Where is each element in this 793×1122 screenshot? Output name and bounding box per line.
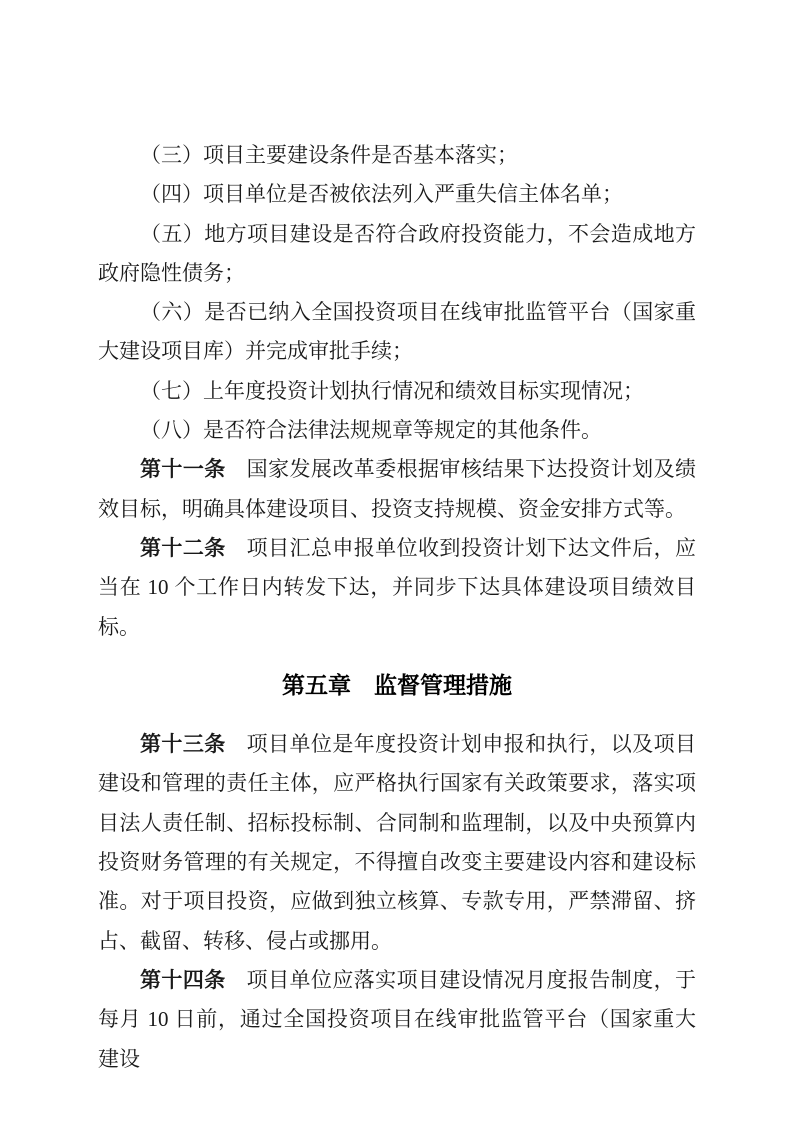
article-text-14: 项目单位应落实项目建设情况月度报告制度，于每月 10 日前，通过全国投资项目在线审批监管平台（国家重大建设 bbox=[98, 967, 697, 1071]
clause-paragraph-6: （六）是否已纳入全国投资项目在线审批监管平台（国家重大建设项目库）并完成审批手续； bbox=[98, 300, 696, 364]
article-number-12: 第十二条 bbox=[140, 535, 226, 560]
article-number-14: 第十四条 bbox=[140, 967, 226, 992]
article-paragraph-13 bbox=[98, 725, 696, 961]
chapter-heading: 第五章 监督管理措施 bbox=[282, 671, 512, 698]
article-paragraph-14 bbox=[98, 961, 696, 1079]
clause-paragraph-3: （三）项目主要建设条件是否基本落实； bbox=[140, 143, 518, 167]
article-number-13: 第十三条 bbox=[140, 732, 226, 757]
article-text-13: 项目单位是年度投资计划申报和执行，以及项目建设和管理的责任主体，应严格执行国家有关政策要求，落实项目法人责任制、招标投标制、合同制和监理制，以及中央预算内投资财务管理的有关规定，不得擅自改变主要建设内容和建设标准。对于项目投资，应做到独立核算、专款专用，严禁滞留、挤占、截留、转移、侵占或挪用。 bbox=[98, 732, 697, 953]
article-text-11: 国家发展改革委根据审核结果下达投资计划及绩效目标，明确具体建设项目、投资支持规模、资金安排方式等。 bbox=[98, 457, 697, 521]
article-paragraph-11 bbox=[98, 450, 696, 529]
clause-paragraph-8: （八）是否符合法律法规规章等规定的其他条件。 bbox=[140, 418, 602, 443]
article-text-12: 项目汇总申报单位收到投资计划下达文件后，应当在 10 个工作日内转发下达，并同步下达具体建设项目绩效目标。 bbox=[98, 535, 697, 639]
article-paragraph-12 bbox=[98, 529, 696, 647]
article-number-11: 第十一条 bbox=[140, 457, 226, 482]
clause-paragraph-7: （七）上年度投资计划执行情况和绩效目标实现情况； bbox=[140, 378, 644, 403]
clause-paragraph-5: （五）地方项目建设是否符合政府投资能力，不会造成地方政府隐性债务； bbox=[98, 221, 696, 285]
clause-paragraph-4: （四）项目单位是否被依法列入严重失信主体名单； bbox=[140, 182, 623, 207]
